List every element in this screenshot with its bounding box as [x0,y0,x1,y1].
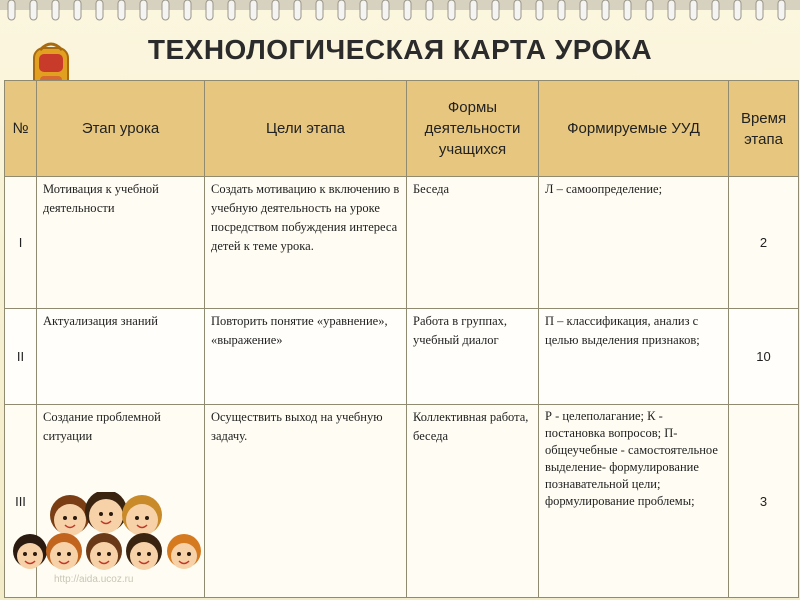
row-uud: Р - целеполагание; К - постановка вопросов; П- общеучебные - самостоятельное выделение- формулирование познавательной цели; формулирование проблемы; [539,405,729,598]
watermark-url: http://aida.ucoz.ru [54,574,134,585]
row-uud: Л – самоопределение; [539,177,729,309]
row-number: I [5,177,37,309]
header-stage: Этап урока [37,81,205,177]
header-goals: Цели этапа [205,81,407,177]
children-faces-icon [8,492,208,574]
table-row [5,177,799,309]
table-row [5,309,799,405]
row-stage: Мотивация к учебной деятельности [37,177,205,309]
row-time: 2 [729,177,799,309]
row-goal: Повторить понятие «уравнение», «выражение» [205,309,407,405]
row-forms: Беседа [407,177,539,309]
page-title: ТЕХНОЛОГИЧЕСКАЯ КАРТА УРОКА [147,34,653,65]
row-stage: Создание проблемной ситуации [37,405,205,598]
row-number: II [5,309,37,405]
header-uud: Формируемые УУД [539,81,729,177]
spiral-binding-icon [0,0,800,22]
row-uud: П – классификация, анализ с целью выделения признаков; [539,309,729,405]
row-number: III [5,405,37,598]
header-forms: Формы деятельности учащихся [407,81,539,177]
row-forms: Коллективная работа, беседа [407,405,539,598]
table-header-row [5,81,799,177]
row-goal: Осуществить выход на учебную задачу. [205,405,407,598]
row-time: 3 [729,405,799,598]
row-stage: Актуализация знаний [37,309,205,405]
row-forms: Работа в группах, учебный диалог [407,309,539,405]
header-time: Время этапа [729,81,799,177]
row-goal: Создать мотивацию к включению в учебную деятельность на уроке посредством побуждения интереса детей к теме урока. [205,177,407,309]
row-time: 10 [729,309,799,405]
header-number: № [5,81,37,177]
